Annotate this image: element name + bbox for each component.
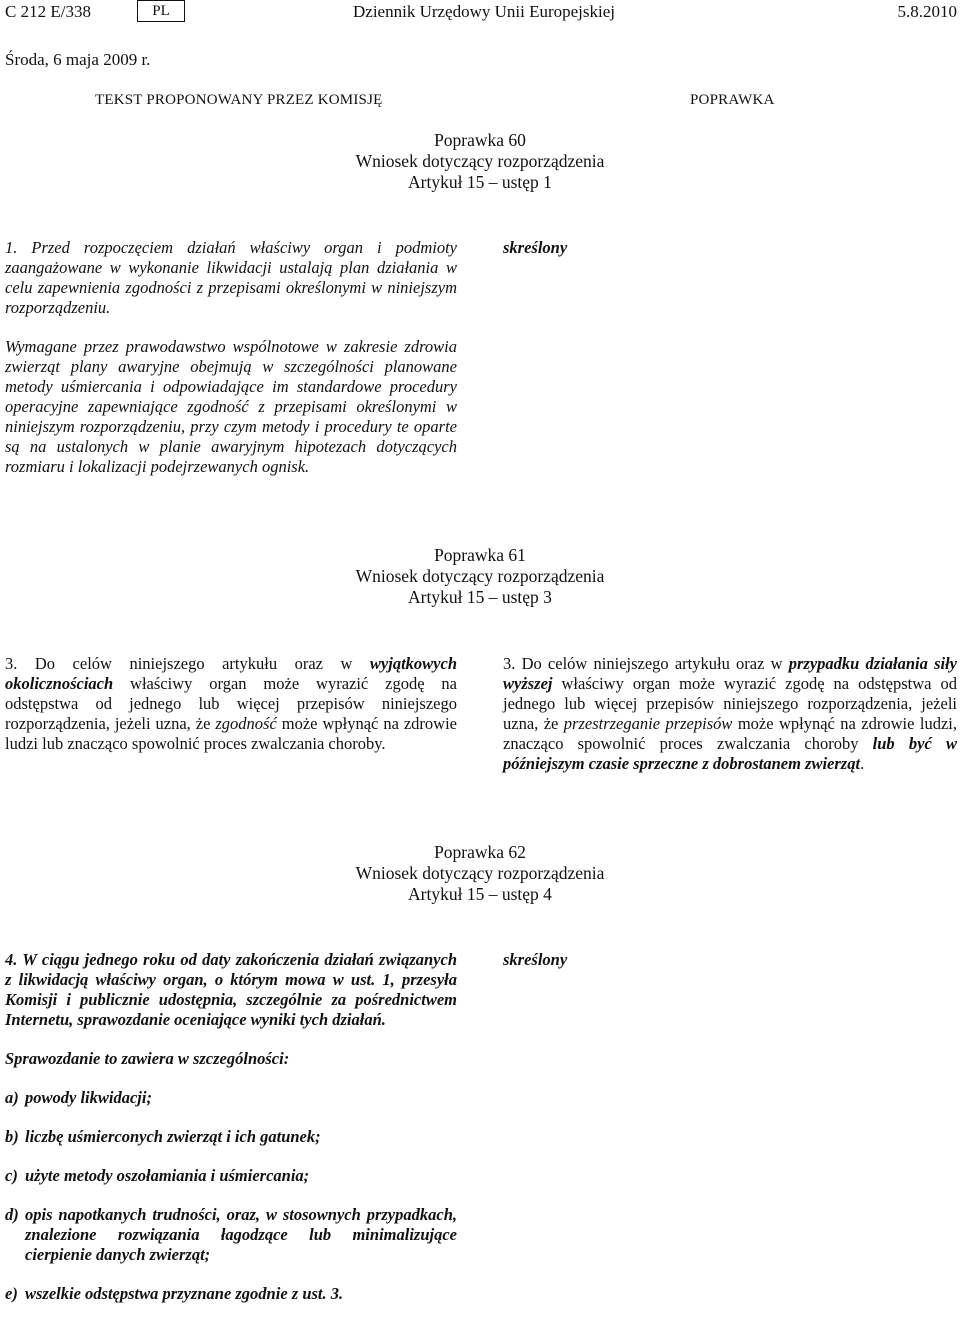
deleted-text: zgodność bbox=[215, 714, 277, 733]
list-label: c) bbox=[5, 1166, 18, 1185]
text-run: 3. Do celów niniejszego artykułu oraz w bbox=[503, 654, 789, 673]
list-item bbox=[5, 1127, 457, 1147]
amendment-62-heading bbox=[0, 842, 960, 905]
list-label: d) bbox=[5, 1205, 19, 1224]
amendment-proposal: Wniosek dotyczący rozporządzenia bbox=[355, 151, 605, 171]
list-text: opis napotkanych trudności, oraz, w stosownych przypadkach, znalezione rozwiązania łagodzące lub minimalizujące cierpienie danych zwierząt; bbox=[25, 1205, 457, 1264]
text-run: może wpłynąć na zdrowie ludzi lub znacząco spowolnić proces zwalczania choroby. bbox=[5, 714, 457, 753]
list-item bbox=[5, 1088, 457, 1108]
list-item bbox=[5, 1166, 457, 1186]
inserted-text: przestrzeganie przepisów bbox=[563, 714, 733, 733]
page-reference: C 212 E/338 bbox=[5, 2, 91, 21]
column-heading-commission: TEKST PROPONOWANY PRZEZ KOMISJĘ bbox=[95, 92, 383, 108]
amendment-62-amended-text: skreślony bbox=[503, 950, 568, 969]
text-run: 3. Do celów niniejszego artykułu oraz w bbox=[5, 654, 370, 673]
amendment-60-commission-text bbox=[5, 238, 457, 477]
text-run: . bbox=[860, 754, 865, 773]
amendment-61-amended-text bbox=[503, 654, 957, 774]
amendment-article: Artykuł 15 – ustęp 3 bbox=[408, 587, 552, 607]
text-run: może wpłynąć na zdrowie ludzi bbox=[732, 714, 953, 733]
amendment-61-heading bbox=[0, 545, 960, 608]
page-header bbox=[5, 2, 957, 26]
paragraph: Sprawozdanie to zawiera w szczególności: bbox=[5, 1049, 290, 1068]
amendment-proposal: Wniosek dotyczący rozporządzenia bbox=[355, 863, 605, 883]
inserted-text: przypadku działania siły wyższej bbox=[503, 654, 957, 693]
amendment-article: Artykuł 15 – ustęp 4 bbox=[408, 884, 552, 904]
language-badge: PL bbox=[137, 0, 185, 22]
amendment-proposal: Wniosek dotyczący rozporządzenia bbox=[355, 566, 605, 586]
amendment-number: Poprawka 61 bbox=[434, 545, 526, 565]
amendment-61-commission-text bbox=[5, 654, 457, 754]
session-date: Środa, 6 maja 2009 r. bbox=[5, 50, 151, 69]
inserted-text: lub być w późniejszym czasie sprzeczne z dobrostanem zwierząt bbox=[503, 734, 957, 773]
amendment-60-heading bbox=[0, 130, 960, 193]
list-item bbox=[5, 1205, 457, 1265]
amendment-number: Poprawka 60 bbox=[434, 130, 526, 150]
paragraph: 1. Przed rozpoczęciem działań właściwy organ i podmioty zaangażowane w wykonanie likwidacji ustalają plan działania w celu zapewnienia zgodności z przepisami określonymi w niniejszym rozporządzeniu. bbox=[5, 238, 457, 317]
amendment-number: Poprawka 62 bbox=[434, 842, 526, 862]
list-text: liczbę uśmierconych zwierząt i ich gatunek; bbox=[25, 1127, 321, 1146]
paragraph: Wymagane przez prawodawstwo wspólnotowe w zakresie zdrowia zwierząt plany awaryjne obejmują w szczególności planowane metody uśmiercania i odpowiadające im standardowe procedury operacyjne zapewniające zgodność z przepisami określonymi w niniejszym rozporządzeniu, przy czym metody i procedury te oparte są na ustalonych w planie awaryjnym hipotezach dotyczących rozmiaru i lokalizacji podejrzewanych ognisk. bbox=[5, 337, 457, 476]
list-label: e) bbox=[5, 1284, 18, 1303]
journal-title: Dziennik Urzędowy Unii Europejskiej bbox=[353, 2, 616, 21]
publication-date: 5.8.2010 bbox=[897, 2, 957, 21]
list-text: użyte metody oszołamiania i uśmiercania; bbox=[25, 1166, 310, 1185]
amendment-60-amended-text: skreślony bbox=[503, 238, 568, 257]
text-run: , znacząco spowolnić proces zwalczania choroby bbox=[503, 714, 957, 753]
list-text: wszelkie odstępstwa przyznane zgodnie z ust. 3. bbox=[25, 1284, 344, 1303]
text-run: właściwy organ może wyrazić zgodę na odstępstwa od jednego lub więcej przepisów niniejszego rozporządzenia, jeżeli uzna, że bbox=[5, 674, 457, 733]
list-label: a) bbox=[5, 1088, 19, 1107]
list-item bbox=[5, 1284, 457, 1304]
paragraph: 4. W ciągu jednego roku od daty zakończenia działań związanych z likwidacją właściwy organ, o którym mowa w ust. 1, przesyła Komisji i publicznie udostępnia, szczególnie za pośrednictwem Internetu, sprawozdanie oceniające wyniki tych działań. bbox=[5, 950, 457, 1029]
column-heading-amendment: POPRAWKA bbox=[690, 92, 775, 108]
amendment-article: Artykuł 15 – ustęp 1 bbox=[408, 172, 552, 192]
list-text: powody likwidacji; bbox=[25, 1088, 152, 1107]
amendment-62-commission-text bbox=[5, 950, 457, 1304]
list-label: b) bbox=[5, 1127, 19, 1146]
deleted-text: wyjątkowych okolicznościach bbox=[5, 654, 457, 693]
text-run: właściwy organ może wyrazić zgodę na odstępstwa od jednego lub więcej przepisów niniejszego rozporządzenia, jeżeli uzna, że bbox=[503, 674, 957, 733]
